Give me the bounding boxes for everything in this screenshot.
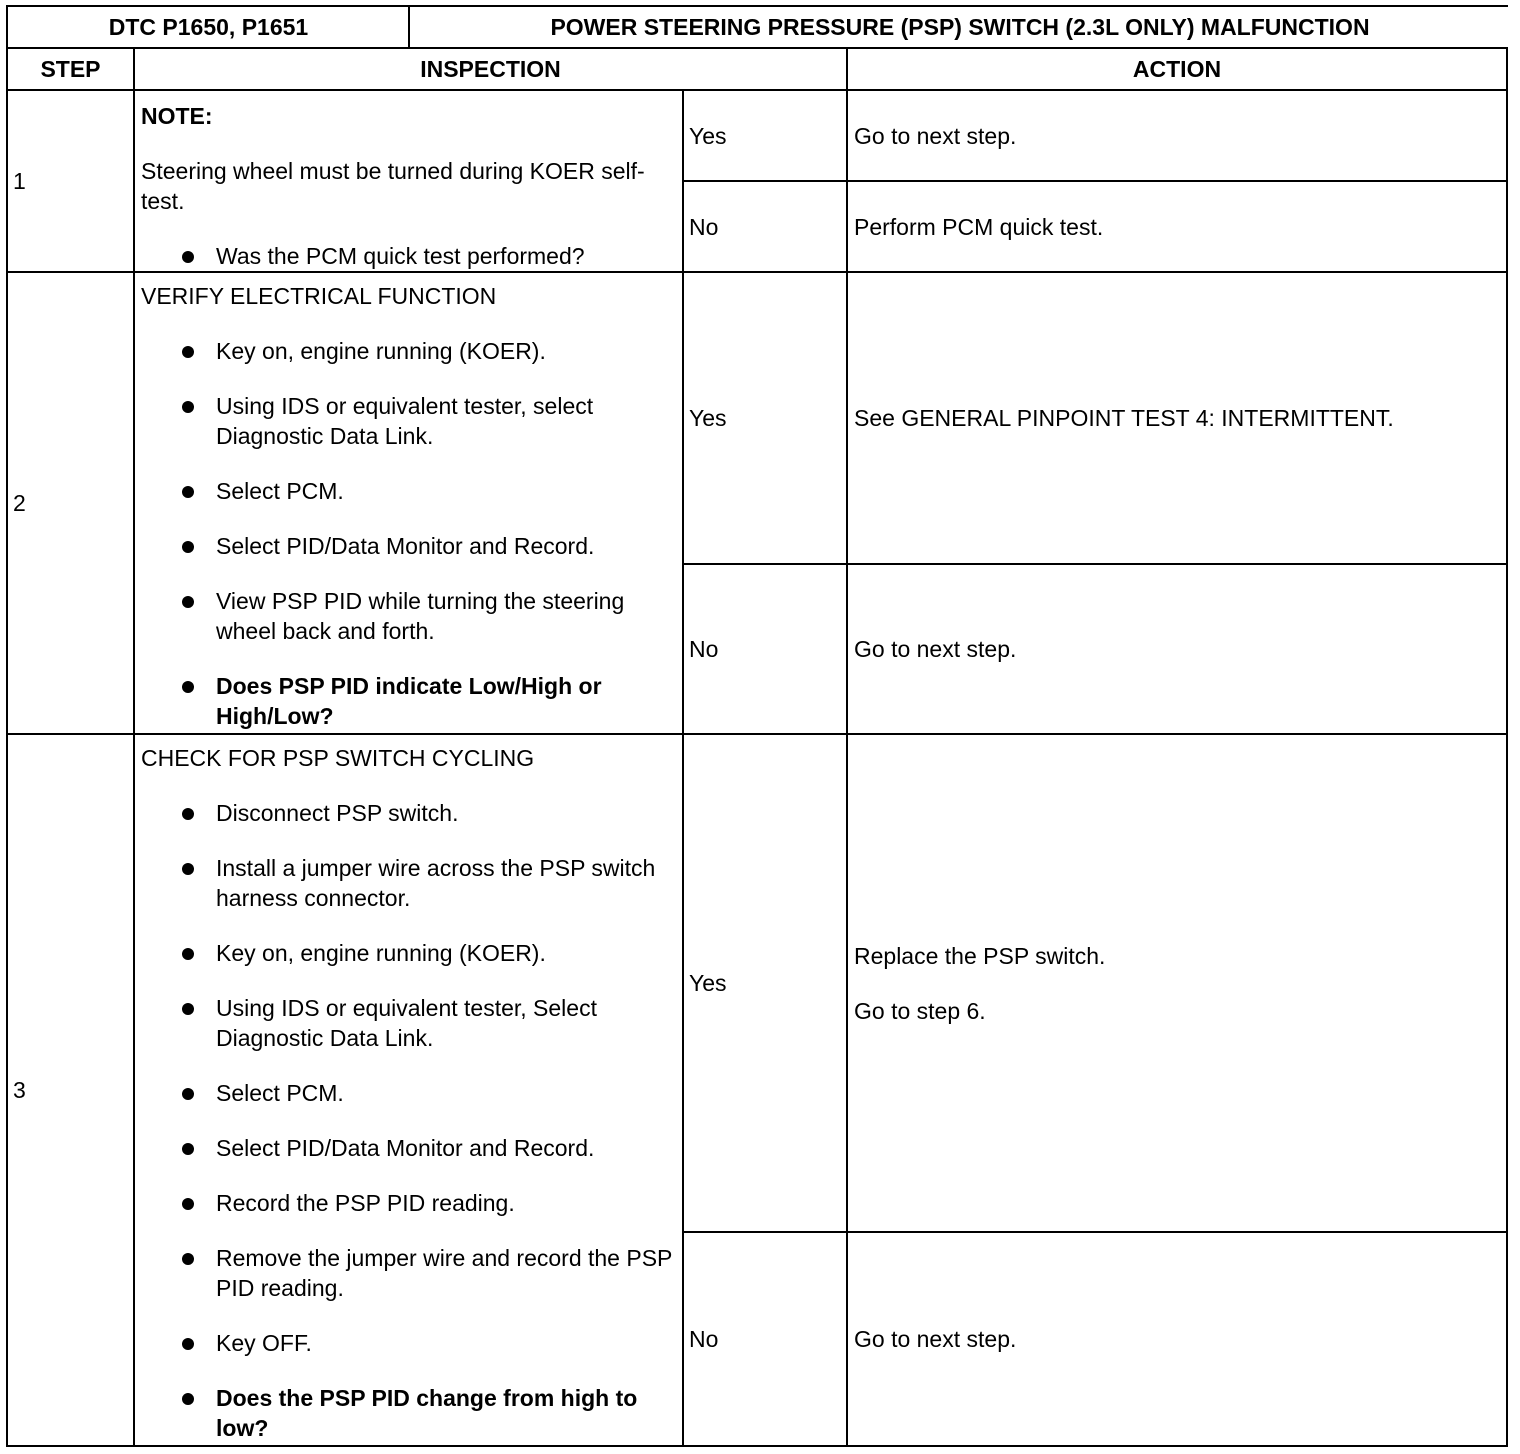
inspection-bullets: [141, 798, 674, 1443]
list-item: Does PSP PID indicate Low/High or High/Low?: [141, 671, 674, 731]
yes-action: See GENERAL PINPOINT TEST 4: INTERMITTENT.: [847, 272, 1507, 564]
yes-action-line: Go to step 6.: [854, 997, 986, 1024]
list-item: Does the PSP PID change from high to low?: [141, 1383, 674, 1443]
inspection-bullets: [141, 336, 674, 731]
yes-action: Go to next step.: [847, 90, 1507, 181]
inspection-header: INSPECTION: [134, 48, 847, 90]
list-item: Select PID/Data Monitor and Record.: [141, 1133, 674, 1163]
list-item: Was the PCM quick test performed?: [141, 241, 674, 271]
no-action: Go to next step.: [847, 1232, 1507, 1446]
list-item: Remove the jumper wire and record the PSP PID reading.: [141, 1243, 674, 1303]
inspection-bullets: [141, 241, 674, 271]
step-1-inspection: [134, 90, 683, 272]
step-header: STEP: [7, 48, 134, 90]
list-item: View PSP PID while turning the steering wheel back and forth.: [141, 586, 674, 646]
no-label: No: [683, 181, 847, 272]
no-label: No: [683, 1232, 847, 1446]
dtc-description: POWER STEERING PRESSURE (PSP) SWITCH (2.3L ONLY) MALFUNCTION: [408, 7, 1510, 47]
yes-label: Yes: [683, 734, 847, 1232]
dtc-description-cell: [550, 6, 1507, 48]
diagnostic-table: [6, 5, 1508, 1447]
step-number: 3: [7, 734, 134, 1446]
step-heading: CHECK FOR PSP SWITCH CYCLING: [141, 745, 535, 771]
column-header-row: [7, 48, 1507, 90]
list-item: Disconnect PSP switch.: [141, 798, 674, 828]
list-item: Using IDS or equivalent tester, select Diagnostic Data Link.: [141, 391, 674, 451]
yes-label: Yes: [683, 90, 847, 181]
step-heading: VERIFY ELECTRICAL FUNCTION: [141, 283, 497, 309]
step-3-yes-row: [7, 734, 1507, 1232]
note-label: NOTE:: [141, 103, 213, 129]
list-item: Using IDS or equivalent tester, Select Diagnostic Data Link.: [141, 993, 674, 1053]
action-header: ACTION: [847, 48, 1507, 90]
yes-action-line: Replace the PSP switch.: [854, 942, 1106, 969]
list-item: Key on, engine running (KOER).: [141, 938, 674, 968]
list-item: Select PCM.: [141, 476, 674, 506]
list-item: Record the PSP PID reading.: [141, 1188, 674, 1218]
yes-label: Yes: [683, 272, 847, 564]
list-item: Key on, engine running (KOER).: [141, 336, 674, 366]
step-2-inspection: [134, 272, 683, 734]
list-item: Select PID/Data Monitor and Record.: [141, 531, 674, 561]
step-number: 2: [7, 272, 134, 734]
step-2-yes-row: [7, 272, 1507, 564]
list-item: Install a jumper wire across the PSP switch harness connector.: [141, 853, 674, 913]
step-number: 1: [7, 90, 134, 272]
no-label: No: [683, 564, 847, 734]
title-row: [7, 6, 1507, 48]
list-item: Key OFF.: [141, 1328, 674, 1358]
diagnostic-procedure-document: [6, 5, 1506, 1447]
dtc-code: DTC P1650, P1651: [108, 14, 309, 40]
list-item: Select PCM.: [141, 1078, 674, 1108]
note-text: Steering wheel must be turned during KOER self-test.: [141, 158, 645, 214]
no-action: Perform PCM quick test.: [847, 181, 1507, 272]
no-action: Go to next step.: [847, 564, 1507, 734]
step-1-yes-row: [7, 90, 1507, 181]
step-3-inspection: [134, 734, 683, 1446]
yes-action: [847, 734, 1507, 1232]
